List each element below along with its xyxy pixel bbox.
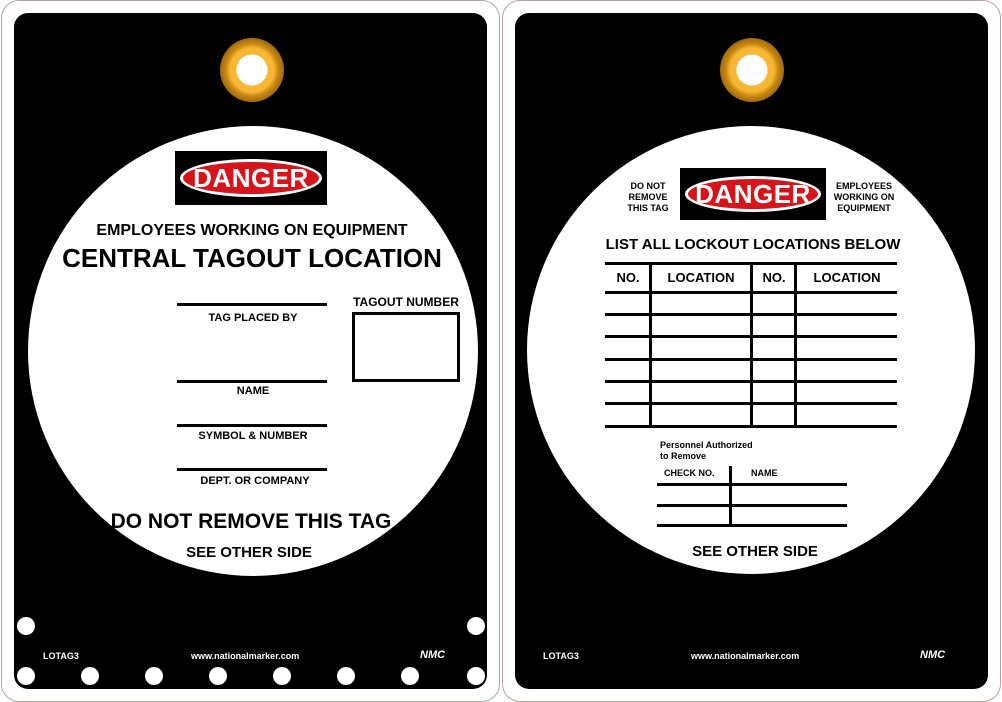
employees-line: EMPLOYEES [835, 181, 892, 191]
do-not-remove-text: DO NOT REMOVE THIS TAG [110, 510, 392, 533]
name-line [177, 380, 327, 383]
see-other-side-text: SEE OTHER SIDE [186, 544, 312, 561]
name-label: NAME [236, 385, 270, 397]
bottom-hole [401, 667, 419, 685]
tagout-number-label: TAGOUT NUMBER [353, 295, 459, 309]
bottom-hole [337, 667, 355, 685]
symbol-line [177, 424, 327, 427]
employees-line: EQUIPMENT [837, 203, 891, 213]
check-col-rule [729, 466, 732, 526]
bottom-hole [467, 667, 485, 685]
nmc-logo: NMC [920, 649, 946, 661]
website-text: www.nationalmarker.com [691, 651, 800, 661]
bottom-hole [145, 667, 163, 685]
name-label: NAME [751, 468, 778, 478]
tag-placed-by-line [177, 303, 327, 306]
personnel-line: to Remove [660, 451, 707, 461]
list-heading: LIST ALL LOCKOUT LOCATIONS BELOW [605, 236, 901, 253]
tag-placed-by-label: TAG PLACED BY [208, 312, 298, 324]
danger-oval [180, 159, 322, 197]
table-header-location: LOCATION [813, 270, 881, 285]
danger-header [175, 151, 327, 205]
check-rule [657, 504, 847, 507]
table-header-no: NO. [616, 270, 640, 285]
do-not-remove-line: REMOVE [628, 192, 668, 202]
table-header-location: LOCATION [667, 270, 735, 285]
do-not-remove-line: THIS TAG [627, 203, 669, 213]
heading-employees: EMPLOYEES WORKING ON EQUIPMENT [96, 222, 408, 239]
danger-header [680, 168, 826, 220]
product-code: LOTAG3 [543, 651, 579, 661]
bottom-hole [273, 667, 291, 685]
check-rule [657, 483, 847, 486]
check-no-label: CHECK NO. [664, 468, 715, 478]
do-not-remove-small [627, 181, 668, 214]
bottom-hole [17, 667, 35, 685]
nmc-logo: NMC [420, 649, 446, 661]
personnel-authorized [660, 440, 753, 462]
danger-oval [685, 176, 821, 212]
do-not-remove-line: DO NOT [630, 181, 666, 191]
lockout-table [605, 262, 897, 428]
heading-central-tagout: CENTRAL TAGOUT LOCATION [62, 243, 442, 273]
table-col-rule [649, 262, 652, 428]
table-header-no: NO. [762, 270, 786, 285]
employees-line: WORKING ON [833, 192, 895, 202]
dept-line [177, 468, 327, 471]
symbol-number-label: SYMBOL & NUMBER [198, 430, 308, 442]
tagout-number-box [352, 312, 460, 382]
table-col-rule [794, 262, 797, 428]
website-text: www.nationalmarker.com [191, 651, 300, 661]
employees-small [834, 181, 895, 214]
table-col-rule [750, 262, 753, 428]
personnel-line: Personnel Authorized [660, 440, 753, 450]
grommet-icon [720, 38, 784, 102]
side-hole-right [467, 617, 485, 635]
check-rule [657, 524, 847, 527]
bottom-hole [81, 667, 99, 685]
front-tag [1, 0, 500, 702]
product-code: LOTAG3 [43, 651, 79, 661]
danger-label: DANGER [193, 162, 309, 193]
grommet-icon [220, 38, 284, 102]
dept-company-label: DEPT. OR COMPANY [200, 475, 310, 487]
see-other-side-text: SEE OTHER SIDE [692, 543, 818, 560]
danger-label: DANGER [695, 178, 811, 209]
bottom-hole [209, 667, 227, 685]
side-hole-left [17, 617, 35, 635]
back-tag [502, 0, 1001, 702]
